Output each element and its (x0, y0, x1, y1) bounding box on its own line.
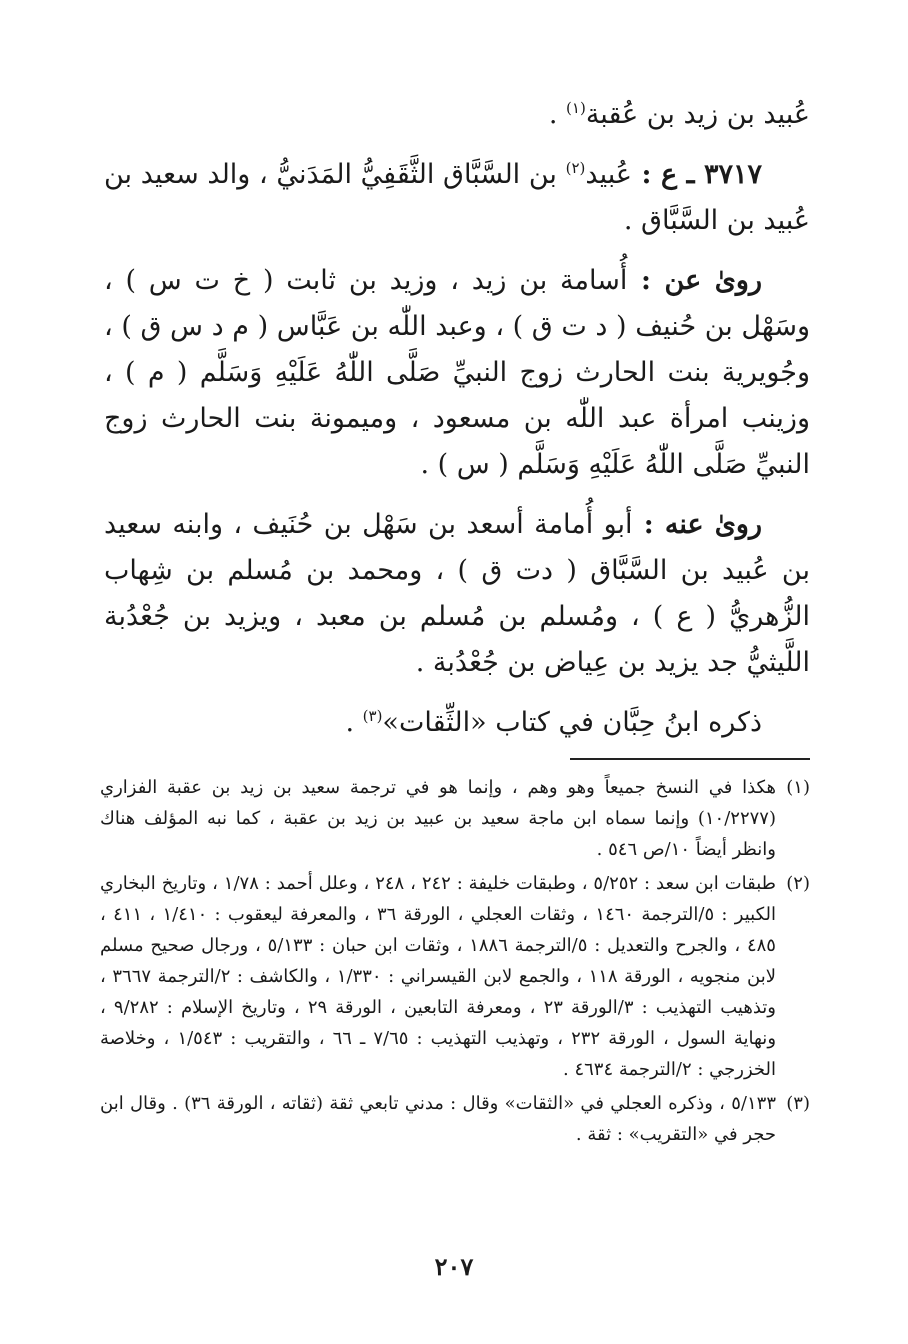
narrated-from-label: روىٰ عن : (627, 265, 762, 296)
narrated-by-paragraph (104, 502, 810, 686)
footnote-ref-2: (٢) (565, 159, 586, 177)
mention-paragraph (104, 700, 810, 746)
footnote-text: هكذا في النسخ جميعاً وهو وهم ، وإنما هو في ترجمة سعيد بن زيد بن عقبة الفزاري (١٠/٢٢٧٧) وإنما سماه ابن ماجة سعيد بن عبيد بن زيد بن عقبة ، كما نبه المؤلف هناك وانظر أيضاً ١٠/ص ٥٤٦ . (100, 777, 776, 860)
footnote-ref-3: (٣) (362, 707, 383, 725)
footnote (100, 1088, 810, 1150)
footnote-ref-1: (١) (566, 99, 586, 117)
entry-name: عُبيد (585, 159, 632, 190)
page-number: ٢٠٧ (434, 1252, 474, 1281)
entry-number: ٣٧١٧ ـ ع : (631, 159, 763, 190)
mention-text: ذكره ابنُ حِبَّان في كتاب «الثِّقات» (382, 707, 762, 738)
footnotes (100, 772, 810, 1153)
footnote-separator (570, 758, 810, 760)
narrated-from-text: أُسامة بن زيد ، وزيد بن ثابت ( خ ت س ) ، وسَهْل بن حُنيف ( د ت ق ) ، وعبد اللّٰه بن عَبَّاس ( م د س ق ) ، وجُويرية بنت الحارث زوج النبيِّ صَلَّى اللّٰهُ عَلَيْهِ وَسَلَّم ( م ) ، وزينب امرأة عبد اللّٰه بن مسعود ، وميمونة بنت الحارث زوج النبيِّ صَلَّى اللّٰهُ عَلَيْهِ وَسَلَّم ( س ) . (104, 265, 810, 480)
footnote-number: (٣) (786, 1093, 810, 1114)
entry-heading (104, 152, 810, 244)
entry-rest: بن السَّبَّاق الثَّقَفِيُّ المَدَنيُّ ، والد سعيد بن عُبيد بن السَّبَّاق . (104, 159, 810, 236)
mention-end: . (345, 707, 363, 738)
footnote-number: (١) (786, 777, 810, 798)
narrated-by-label: روىٰ عنه : (632, 509, 762, 540)
continuation-line (104, 92, 810, 138)
footnote (100, 868, 810, 1085)
continuation-end: . (548, 99, 567, 130)
continuation-text: عُبيد بن زيد بن عُقبة (585, 99, 810, 130)
footnote (100, 772, 810, 865)
footnote-text: ٥/١٣٣ ، وذكره العجلي في «الثقات» وقال : مدني تابعي ثقة (ثقاته ، الورقة ٣٦) . وقال ابن حجر في «التقريب» : ثقة . (100, 1093, 776, 1145)
footnote-text: طبقات ابن سعد : ٥/٢٥٢ ، وطبقات خليفة : ٢٤٢ ، ٢٤٨ ، وعلل أحمد : ١/٧٨ ، وتاريخ البخاري الكبير : ٥/الترجمة ١٤٦٠ ، وثقات العجلي ، الورقة ٣٦ ، والمعرفة ليعقوب : ١/٤١٠ ، ٤١١ ، ٤٨٥ ، والجرح والتعديل : ٥/الترجمة ١٨٨٦ ، وثقات ابن حبان : ٥/١٣٣ ، ورجال صحيح مسلم لابن منجويه ، الورقة ١١٨ ، والجمع لابن القيسراني : ١/٣٣٠ ، والكاشف : ٢/الترجمة ٣٦٦٧ ، وتذهيب التهذيب : ٣/الورقة ٢٣ ، ومعرفة التابعين ، الورقة ٢٩ ، وتاريخ الإسلام : ٩/٢٨٢ ، ونهاية السول ، الورقة ٢٣٢ ، وتهذيب التهذيب : ٧/٦٥ ـ ٦٦ ، والتقريب : ١/٥٤٣ ، وخلاصة الخزرجي : ٢/الترجمة ٤٦٣٤ . (100, 873, 777, 1080)
narrated-from-paragraph (104, 258, 810, 488)
narrated-by-text: أبو أُمامة أسعد بن سَهْل بن حُنَيف ، وابنه سعيد بن عُبيد بن السَّبَّاق ( دت ق ) ، ومحمد بن مُسلم بن شِهاب الزُّهريُّ ( ع ) ، ومُسلم بن مُسلم بن معبد ، ويزيد بن جُعْدُبة اللَّيثيُّ جد يزيد بن عِياض بن جُعْدُبة . (104, 509, 810, 678)
main-text (104, 92, 810, 760)
footnote-number: (٢) (786, 873, 810, 894)
